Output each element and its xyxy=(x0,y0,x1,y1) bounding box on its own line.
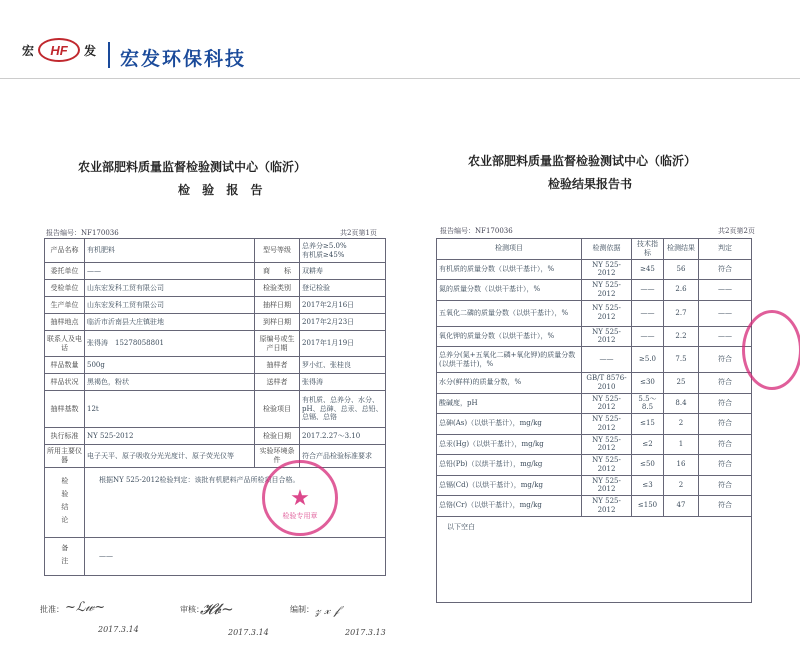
hf-logo-mark: HF xyxy=(38,38,80,62)
table-cell: GB/T 8576-2010 xyxy=(582,373,632,394)
table-cell: 2.7 xyxy=(664,300,699,326)
field-label: 原编号或生产日期 xyxy=(255,331,300,357)
field-value: 临沂市沂南县大庄镇驻地 xyxy=(85,314,255,331)
table-cell: 47 xyxy=(664,496,699,517)
field-label: 检验类别 xyxy=(255,280,300,297)
column-header: 检测依据 xyxy=(582,239,632,260)
field-value: 12t xyxy=(85,391,255,428)
table-row xyxy=(437,326,752,347)
report1-page: 共2页第1页 xyxy=(340,229,377,237)
field-label: 所用主要仪器 xyxy=(45,445,85,468)
table-row xyxy=(45,445,386,468)
field-value: 2017年2月23日 xyxy=(300,314,386,331)
conclusion-text: 根据NY 525-2012检验判定：该批有机肥料产品所检项目合格。 xyxy=(85,468,386,538)
table-row xyxy=(437,280,752,301)
column-header: 检测结果 xyxy=(664,239,699,260)
table-cell: 总养分(氮+五氧化二磷+氧化钾)的质量分数(以烘干基计)，% xyxy=(437,347,582,373)
field-value: —— xyxy=(85,263,255,280)
header-rule xyxy=(0,78,800,79)
table-cell: ≤15 xyxy=(632,414,664,435)
table-cell: NY 525-2012 xyxy=(582,496,632,517)
table-cell: 符合 xyxy=(699,434,752,455)
table-cell: ≤3 xyxy=(632,475,664,496)
table-cell: NY 525-2012 xyxy=(582,455,632,476)
table-cell: 五氧化二磷的质量分数（以烘干基计），% xyxy=(437,300,582,326)
remark-text: —— xyxy=(85,538,386,576)
table-row xyxy=(45,428,386,445)
field-label: 联系人及电话 xyxy=(45,331,85,357)
table-cell: 2.2 xyxy=(664,326,699,347)
field-value: 张得涛 xyxy=(300,374,386,391)
table-cell: 25 xyxy=(664,373,699,394)
field-label: 样品状况 xyxy=(45,374,85,391)
table-row xyxy=(437,475,752,496)
table-cell: 2.6 xyxy=(664,280,699,301)
table-row xyxy=(437,373,752,394)
column-header: 判定 xyxy=(699,239,752,260)
table-row xyxy=(437,300,752,326)
field-label: 受检单位 xyxy=(45,280,85,297)
compile-date: 2017.3.13 xyxy=(345,628,386,637)
inspection-stamp: ★ 检验专用章 xyxy=(262,460,338,536)
field-value: 2017.2.27～3.10 xyxy=(300,428,386,445)
table-row xyxy=(45,314,386,331)
table-cell: NY 525-2012 xyxy=(582,414,632,435)
table-cell: 总镉(Cd)（以烘干基计），mg/kg xyxy=(437,475,582,496)
column-header: 技术指标 xyxy=(632,239,664,260)
logo-left-char: 宏 xyxy=(22,43,35,58)
field-label: 样品数量 xyxy=(45,357,85,374)
field-value: 张得涛 15278058801 xyxy=(85,331,255,357)
table-cell: 符合 xyxy=(699,259,752,280)
review-label: 审核： xyxy=(180,605,204,614)
field-value: 符合产品检验标准要求 xyxy=(300,445,386,468)
field-label: 送样者 xyxy=(255,374,300,391)
table-row xyxy=(45,263,386,280)
blank-note: 以下空白 xyxy=(437,516,752,602)
table-row xyxy=(45,331,386,357)
table-row xyxy=(45,374,386,391)
table-row xyxy=(45,357,386,374)
table-cell: ≤2 xyxy=(632,434,664,455)
table-cell: ≤30 xyxy=(632,373,664,394)
table-cell: NY 525-2012 xyxy=(582,326,632,347)
table-row xyxy=(437,393,752,414)
report1-table xyxy=(44,238,386,576)
compile-label: 编制： xyxy=(290,605,314,614)
approve-signature: ~ℒ𝓌~ xyxy=(65,600,106,615)
table-cell: 酸碱度，pH xyxy=(437,393,582,414)
table-cell: —— xyxy=(632,300,664,326)
report2-subtitle: 检验结果报告书 xyxy=(548,177,633,191)
field-label: 抽样者 xyxy=(255,357,300,374)
table-cell: 符合 xyxy=(699,414,752,435)
report2-title: 农业部肥料质量监督检验测试中心（临沂） xyxy=(468,154,697,168)
report1-title: 农业部肥料质量监督检验测试中心（临沂） xyxy=(78,160,307,174)
field-label: 商 标 xyxy=(255,263,300,280)
table-cell: 水分(鲜样)的质量分数，% xyxy=(437,373,582,394)
table-cell: 5.5～8.5 xyxy=(632,393,664,414)
table-row xyxy=(437,496,752,517)
field-value: 电子天平、原子吸收分光光度计、原子荧光仪等 xyxy=(85,445,255,468)
field-value: NY 525-2012 xyxy=(85,428,255,445)
field-label: 抽样日期 xyxy=(255,297,300,314)
field-label: 抽样基数 xyxy=(45,391,85,428)
field-value: 总养分≥5.0% 有机质≥45% xyxy=(300,239,386,263)
table-row xyxy=(437,414,752,435)
table-cell: NY 525-2012 xyxy=(582,393,632,414)
table-cell: —— xyxy=(632,280,664,301)
table-row xyxy=(437,347,752,373)
column-header: 检测项目 xyxy=(437,239,582,260)
report2-number: 报告编号：NF170036 xyxy=(440,227,513,235)
field-value: 黑褐色，粉状 xyxy=(85,374,255,391)
conclusion-label: 检验结论 xyxy=(45,468,85,538)
logo-right-char: 发 xyxy=(84,43,97,58)
compile-signature: 𝓏 𝓍 𝒻 xyxy=(315,603,340,617)
field-label: 委托单位 xyxy=(45,263,85,280)
field-value: 500g xyxy=(85,357,255,374)
table-cell: NY 525-2012 xyxy=(582,300,632,326)
brand-name: 宏发环保科技 xyxy=(120,48,247,70)
report2-page: 共2页第2页 xyxy=(718,227,755,235)
table-cell: 总砷(As)（以烘干基计），mg/kg xyxy=(437,414,582,435)
table-cell: 有机质的质量分数（以烘干基计），% xyxy=(437,259,582,280)
table-cell: 氧化钾的质量分数（以烘干基计），% xyxy=(437,326,582,347)
field-label: 产品名称 xyxy=(45,239,85,263)
table-row xyxy=(437,455,752,476)
field-label: 到样日期 xyxy=(255,314,300,331)
table-cell: 符合 xyxy=(699,347,752,373)
approve-label: 批准： xyxy=(40,605,64,614)
table-cell: NY 525-2012 xyxy=(582,475,632,496)
table-cell: ≤50 xyxy=(632,455,664,476)
field-value: 2017年2月16日 xyxy=(300,297,386,314)
table-cell: —— xyxy=(699,326,752,347)
review-signature: 𝓗𝓫~ xyxy=(200,600,234,618)
report1-number: 报告编号：NF170036 xyxy=(46,229,119,237)
partial-stamp xyxy=(742,310,800,390)
table-cell: NY 525-2012 xyxy=(582,280,632,301)
table-cell: 1 xyxy=(664,434,699,455)
field-value: 有机肥料 xyxy=(85,239,255,263)
table-cell: ≤150 xyxy=(632,496,664,517)
table-row xyxy=(437,434,752,455)
report2-table xyxy=(436,238,752,603)
table-cell: 氮的质量分数（以烘干基计），% xyxy=(437,280,582,301)
table-cell: NY 525-2012 xyxy=(582,259,632,280)
table-cell: NY 525-2012 xyxy=(582,434,632,455)
divider xyxy=(108,42,110,68)
table-cell: 符合 xyxy=(699,373,752,394)
field-value: 双耕寿 xyxy=(300,263,386,280)
table-cell: 总铅(Pb)（以烘干基计），mg/kg xyxy=(437,455,582,476)
approve-date: 2017.3.14 xyxy=(98,625,139,634)
field-label: 型号等级 xyxy=(255,239,300,263)
table-cell: 符合 xyxy=(699,496,752,517)
table-cell: 2 xyxy=(664,414,699,435)
field-value: 山东宏发科工贸有限公司 xyxy=(85,280,255,297)
field-label: 抽样地点 xyxy=(45,314,85,331)
table-cell: —— xyxy=(632,326,664,347)
table-cell: 符合 xyxy=(699,455,752,476)
field-label: 实验环境条件 xyxy=(255,445,300,468)
field-value: 山东宏发科工贸有限公司 xyxy=(85,297,255,314)
field-value: 登记检验 xyxy=(300,280,386,297)
table-cell: —— xyxy=(699,300,752,326)
review-date: 2017.3.14 xyxy=(228,628,269,637)
field-label: 执行标准 xyxy=(45,428,85,445)
remark-label: 备注 xyxy=(45,538,85,576)
table-cell: 总汞(Hg)（以烘干基计），mg/kg xyxy=(437,434,582,455)
field-label: 生产单位 xyxy=(45,297,85,314)
table-cell: —— xyxy=(582,347,632,373)
report1-subtitle: 检 验 报 告 xyxy=(178,183,267,197)
table-cell: ≥5.0 xyxy=(632,347,664,373)
table-row xyxy=(45,280,386,297)
field-value: 罗小红、张桂良 xyxy=(300,357,386,374)
table-cell: ≥45 xyxy=(632,259,664,280)
table-cell: 56 xyxy=(664,259,699,280)
field-value: 有机质、总养分、水分、pH、总砷、总汞、总铅、总镉、总铬 xyxy=(300,391,386,428)
table-cell: 符合 xyxy=(699,475,752,496)
company-logo xyxy=(22,38,96,62)
table-cell: 符合 xyxy=(699,393,752,414)
table-cell: —— xyxy=(699,280,752,301)
table-row xyxy=(437,259,752,280)
table-cell: 8.4 xyxy=(664,393,699,414)
field-value: 2017年1月19日 xyxy=(300,331,386,357)
field-label: 检验项目 xyxy=(255,391,300,428)
table-row xyxy=(45,297,386,314)
field-label: 检验日期 xyxy=(255,428,300,445)
table-cell: 16 xyxy=(664,455,699,476)
table-cell: 总铬(Cr)（以烘干基计），mg/kg xyxy=(437,496,582,517)
table-cell: 7.5 xyxy=(664,347,699,373)
table-row xyxy=(45,391,386,428)
table-cell: 2 xyxy=(664,475,699,496)
table-row xyxy=(45,239,386,263)
